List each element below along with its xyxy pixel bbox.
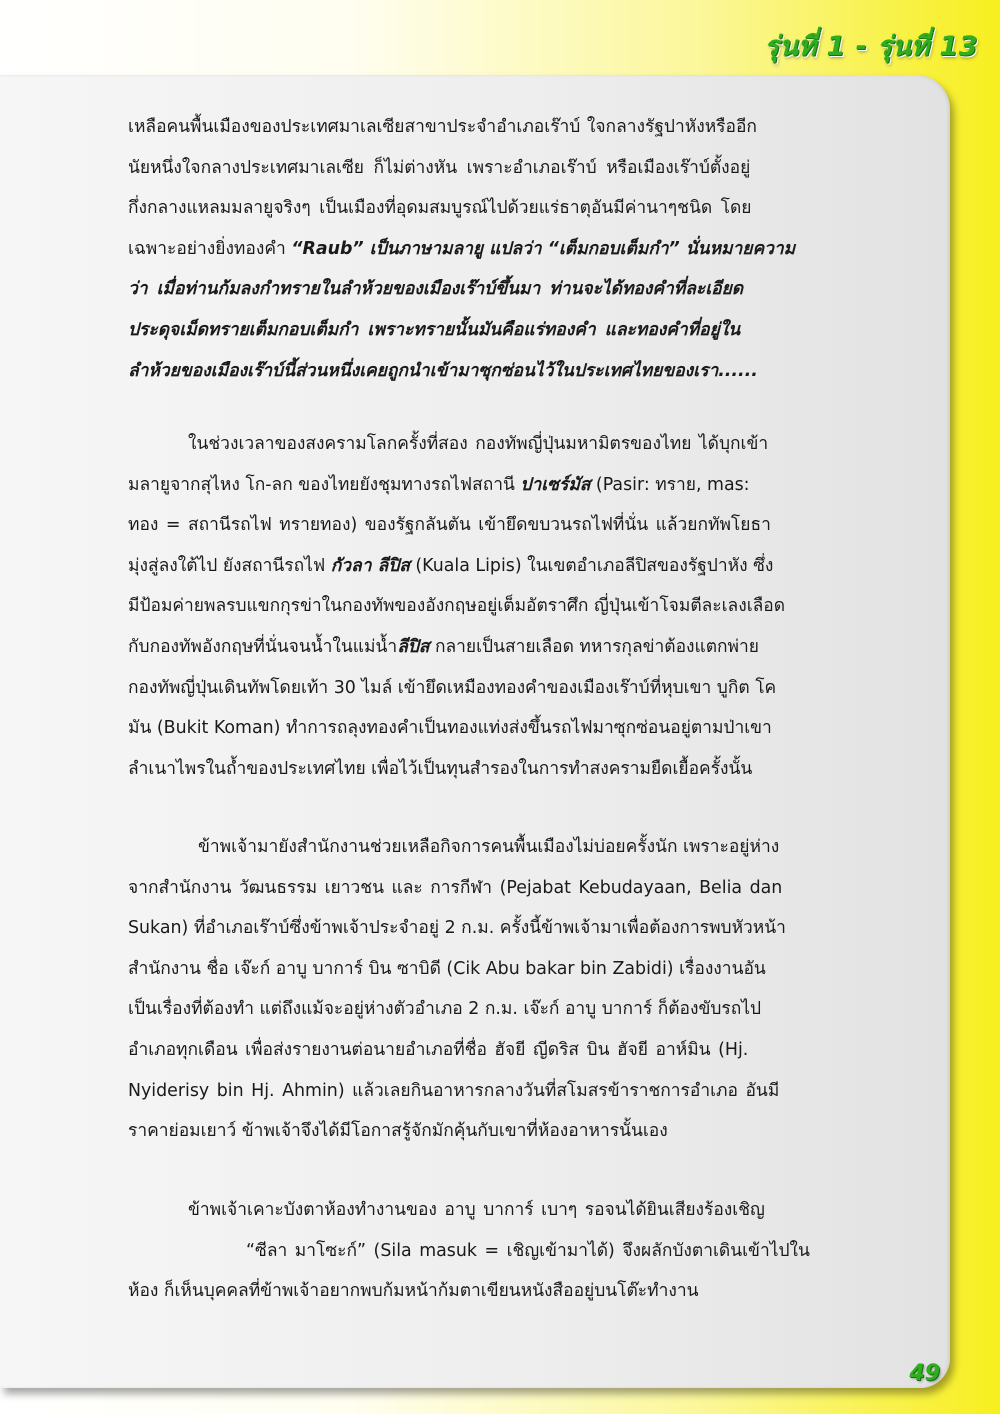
text-line: นัยหนึ่งใจกลางประเทศมาเลเซีย ก็ไม่ต่างหัน เพราะอำเภอเร๊าบ์ หรือเมืองเร๊าบ์ตั้งอยู่ xyxy=(128,157,751,178)
page-number: 49 xyxy=(909,1361,940,1386)
text-line: ทอง = สถานีรถไฟ ทรายทอง) ของรัฐกลันตัน เข้ายึดขบวนรถไฟที่นั่น แล้วยกทัพโยธา xyxy=(128,515,771,536)
text-line xyxy=(128,465,904,506)
text-line: เป็นเรื่องที่ต้องทำ แต่ถึงแม้จะอยู่ห่างตัวอำเภอ 2 ก.ม. เจ๊ะก์ อาบู บาการ์ ก็ต้องขับรถไป xyxy=(128,999,762,1020)
text-line xyxy=(128,546,904,587)
text-line: ข้าพเจ้ามายังสำนักงานช่วยเหลือกิจการคนพื้นเมืองไม่บ่อยครั้งนัก เพราะอยู่ห่าง xyxy=(198,837,780,857)
text-span: (Pasir: ทราย, mas: xyxy=(590,474,750,495)
text-span: มุ่งสู่ลงใต้ไป ยังสถานีรถไฟ xyxy=(128,555,331,576)
emphasis-text: “Raub” เป็นภาษามลายู แปลว่า “เต็มกอบเต็มกำ” นั่นหมายความ xyxy=(291,238,796,259)
emphasis-text: ลีปิส xyxy=(397,636,430,657)
text-line xyxy=(128,229,904,270)
text-span: กับกองทัพอังกฤษที่นั่นจนน้ำในแม่น้ำ xyxy=(128,636,398,657)
text-line: ห้อง ก็เห็นบุคคลที่ข้าพเจ้าอยากพบก้มหน้าก้มตาเขียนหนังสืออยู่บนโต๊ะทำงาน xyxy=(128,1281,699,1302)
text-line: ราคาย่อมเยาว์ ข้าพเจ้าจึงได้มีโอกาสรู้จักมักคุ้นกับเขาที่ห้องอาหารนั้นเอง xyxy=(128,1121,668,1142)
paragraph-4 xyxy=(128,1190,904,1312)
text-line: ข้าพเจ้าเคาะบังตาห้องทำงานของ อาบู บาการ์ เบาๆ รอจนได้ยินเสียงร้องเชิญ xyxy=(188,1200,765,1220)
page-header-title: รุ่นที่ 1 - รุ่นที่ 13 xyxy=(764,31,978,62)
text-line: Nyiderisy bin Hj. Ahmin) แล้วเลยกินอาหารกลางวันที่สโมสรข้าราชการอำเภอ อันมี xyxy=(128,1080,780,1101)
text-line: Sukan) ที่อำเภอเร๊าบ์ซึ่งข้าพเจ้าประจำอยู่ 2 ก.ม. ครั้งนี้ข้าพเจ้ามาเพื่อต้องการพบหัวหน้า xyxy=(128,918,786,939)
text-line xyxy=(128,627,904,668)
text-span: เฉพาะอย่างยิ่งทองคำ xyxy=(128,238,292,259)
text-line: มีป้อมค่ายพลรบแขกกุรข่าในกองทัพของอังกฤษอยู่เต็มอัตราศึก ญี่ปุ่นเข้าโจมตีละเลงเลือด xyxy=(128,596,786,617)
text-line: ว่า เมื่อท่านก้มลงกำทรายในลำห้วยของเมืองเร๊าบ์ขึ้นมา ท่านจะได้ทองคำที่ละเอียด xyxy=(128,279,744,300)
paragraph-3 xyxy=(128,827,904,1152)
text-line: ในช่วงเวลาของสงครามโลกครั้งที่สอง กองทัพญี่ปุ่นมหามิตรของไทย ได้บุกเข้า xyxy=(188,434,769,454)
text-line: อำเภอทุกเดือน เพื่อส่งรายงานต่อนายอำเภอที่ชื่อ ฮัจยี ญีดริส บิน ฮัจยี อาห์มิน (Hj. xyxy=(128,1039,749,1060)
emphasis-text: ปาเซร์มัส xyxy=(520,474,591,495)
text-line: ลำห้วยของเมืองเร๊าบ์นี้ส่วนหนึ่งเคยถูกนำเข้ามาซุกซ่อนไว้ในประเทศไทยของเรา...... xyxy=(128,360,758,381)
text-line: มัน (Bukit Koman) ทำการถลุงทองคำเป็นทองแท่งส่งขึ้นรถไฟมาซุกซ่อนอยู่ตามป่าเขา xyxy=(128,718,772,739)
text-line: ลำเนาไพรในถ้ำของประเทศไทย เพื่อไว้เป็นทุนสำรองในการทำสงครามยืดเยื้อครั้งนั้น xyxy=(128,758,753,779)
text-span: มลายูจากสุไหง โก-ลก ของไทยยังชุมทางรถไฟสถานี xyxy=(128,474,521,495)
emphasis-text: กัวลา ลีปิส xyxy=(330,555,410,576)
paragraph-1 xyxy=(128,107,904,391)
text-line: ประดุจเม็ดทรายเต็มกอบเต็มกำ เพราะทรายนั้นมันคือแร่ทองคำ และทองคำที่อยู่ใน xyxy=(128,319,741,340)
text-line: จากสำนักงาน วัฒนธรรม เยาวชน และ การกีฬา (Pejabat Kebudayaan, Belia dan xyxy=(128,877,783,898)
text-line: กึ่งกลางแหลมมลายูจริงๆ เป็นเมืองที่อุดมสมบูรณ์ไปด้วยแร่ธาตุอันมีค่านาๆชนิด โดย xyxy=(128,198,752,219)
text-line: เหลือคนพื้นเมืองของประเทศมาเลเซียสาขาประจำอำเภอเร๊าบ์ ใจกลางรัฐปาหังหรืออีก xyxy=(128,117,757,137)
text-line: กองทัพญี่ปุ่นเดินทัพโดยเท้า 30 ไมล์ เข้ายึดเหมืองทองคำของเมืองเร๊าบ์ที่หุบเขา บูกิต โค xyxy=(128,677,777,698)
text-span: กลายเป็นสายเลือด ทหารกุลข่าต้องแตกพ่าย xyxy=(429,636,759,657)
text-line: “ซีลา มาโซะก์” (Sila masuk = เชิญเข้ามาได้) จึงผลักบังตาเดินเข้าไปใน xyxy=(246,1240,810,1261)
text-line: สำนักงาน ชื่อ เจ๊ะก์ อาบู บาการ์ บิน ซาบิดี (Cik Abu bakar bin Zabidi) เรื่องงานอัน xyxy=(128,958,766,979)
paragraph-2 xyxy=(128,424,904,789)
text-span: (Kuala Lipis) ในเขตอำเภอลีปิสของรัฐปาหัง ซึ่ง xyxy=(409,555,774,576)
